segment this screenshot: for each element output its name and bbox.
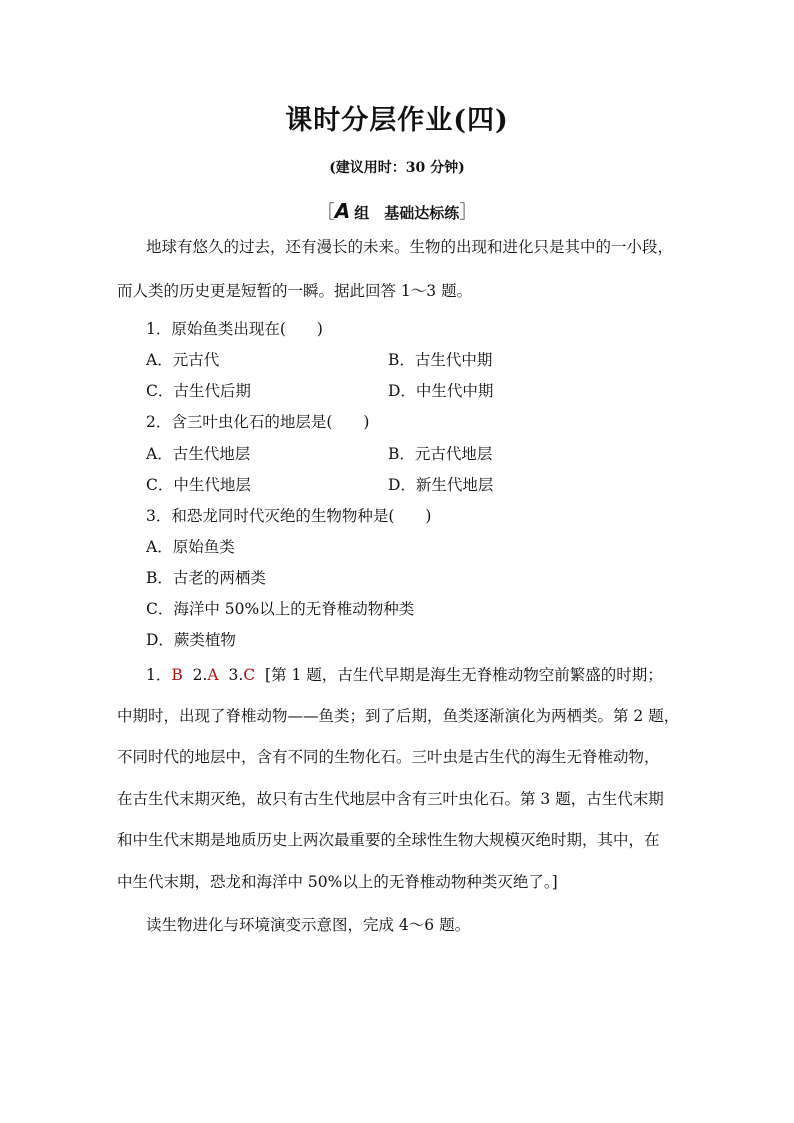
question-1-option-a: A．元古代 [146,351,220,369]
question-2-option-c: C．中生代地层 [146,476,251,494]
answer-3-value: C [243,666,256,684]
answer-2-number: 2. [192,666,208,684]
explanation-line-6: 中生代末期，恐龙和海洋中 50%以上的无脊椎动物种类灭绝了。] [117,873,558,891]
group-label: 组 基础达标练 [354,204,460,222]
question-1-option-b: B．古生代中期 [388,351,493,369]
question-1-stem: 1．原始鱼类出现在( ) [146,320,323,338]
question-3-option-c: C．海洋中 50%以上的无脊椎动物种类 [146,600,415,618]
group-bracket-open: ［ [316,202,335,223]
explanation-line-4: 在古生代末期灭绝，故只有古生代地层中含有三叶虫化石。第 3 题，古生代末期 [117,790,664,808]
question-1-option-d: D．中生代中期 [388,382,494,400]
question-2-stem: 2．含三叶虫化石的地层是( ) [146,413,370,431]
question-3-option-b: B．古老的两栖类 [146,569,266,587]
answer-1-number: 1． [146,666,172,684]
suggested-time: (建议用时：30 分钟) [329,160,465,176]
group-heading [0,198,794,224]
explanation-line-3: 不同时代的地层中，含有不同的生物化石。三叶虫是古生代的海生无脊椎动物， [117,748,660,766]
answer-line-1 [146,663,663,685]
question-3-option-d: D．蕨类植物 [146,631,236,649]
intro-line-1: 地球有悠久的过去，还有漫长的未来。生物的出现和进化只是其中的一小段， [146,238,674,256]
question-1-option-c: C．古生代后期 [146,382,251,400]
question-3-stem: 3．和恐龙同时代灭绝的生物物种是( ) [146,507,432,525]
answer-1-value: B [171,666,183,684]
question-2-option-d: D．新生代地层 [388,476,494,494]
intro-line-2: 而人类的历史更是短暂的一瞬。据此回答 1～3 题。 [117,282,473,300]
answer-2-value: A [207,666,219,684]
group-letter: A [334,199,351,223]
explanation-line-2: 中期时，出现了脊椎动物——鱼类；到了后期，鱼类逐渐演化为两栖类。第 2 题， [117,707,680,725]
question-2-option-a: A．古生代地层 [146,445,251,463]
group-bracket-close: ］ [459,202,478,223]
answer-3-number: 3. [228,666,244,684]
explanation-line-5: 和中生代末期是地质历史上两次最重要的全球性生物大规模灭绝时期，其中，在 [117,831,660,849]
page-title: 课时分层作业(四) [285,105,509,136]
closing-instruction: 读生物进化与环境演变示意图，完成 4～6 题。 [146,916,471,934]
question-3-option-a: A．原始鱼类 [146,538,235,556]
explanation-line-1: [第 1 题，古生代早期是海生无脊椎动物空前繁盛的时期； [265,666,663,684]
question-2-option-b: B．元古代地层 [388,445,493,463]
